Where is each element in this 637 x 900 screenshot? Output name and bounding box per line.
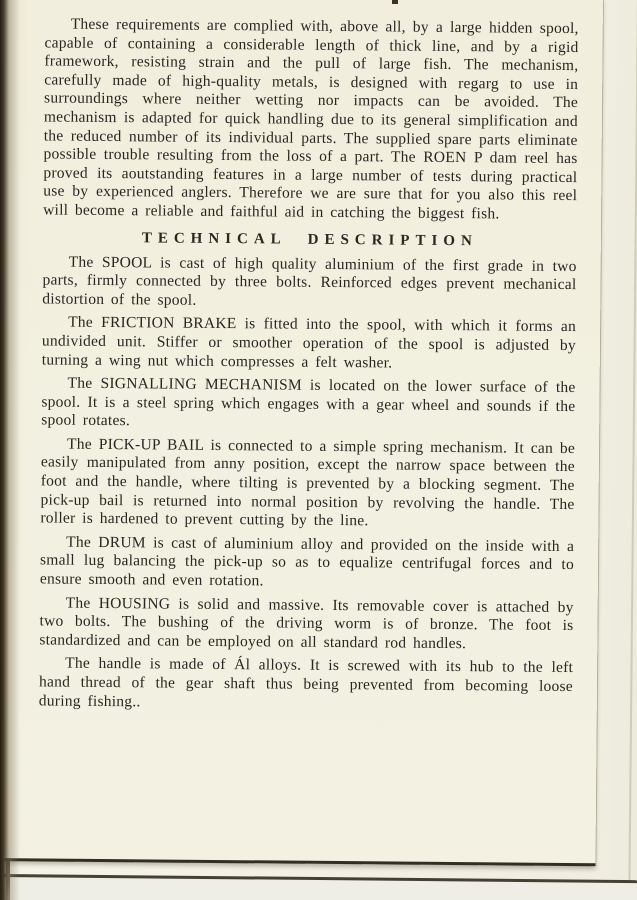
paragraph-signalling-mechanism: The SIGNALLING MECHANISM is located on the lower surface of the spool. It is a steel spring which engages with a gear wheel and sounds if the spool rotates. xyxy=(41,374,576,430)
paragraph-drum: The DRUM is cast of aluminium alloy and provided on the inside with a small lug balancing the pick-up so as to equalize centrifugal forces and to ensure smooth and even rotation. xyxy=(39,533,575,590)
intro-paragraph: These requirements are complied with, above all, by a large hidden spool, capable of containing a considerable length of thick line, and by a rigid framework, resisting strain and the pull of large fish. The mechanism, carefully made of high-quality metals, is designed with regarg to use in surroundings where neither wetting nor impacts can be avoided. The mechanism is adapted for quick handling due to its general simplification and the reduced number of its individual parts. The supplied spare parts eliminate possible trouble resulting from the loss of a part. The ROEN P dam reel has proved its aoutstanding features in a large number of tests during practical use by experienced anglers. Therefore we are sure that for you also this reel will become a reliable and faithful aid in catching the biggest fish. xyxy=(43,15,579,223)
paragraph-pick-up-bail: The PICK-UP BAIL is connected to a simple spring mechanism. It can be easily manipulated from anny position, except the narrow space between the foot and the handle, where tilting is prevented by a blocking segment. The pick-up bail is returned into normal position by revolving the handle. The roller is hardened to prevent cutting by the line. xyxy=(40,435,576,530)
page-text-column xyxy=(39,15,579,720)
paragraph-housing: The HOUSING is solid and massive. Its removable cover is attached by two bolts. The bushing of the driving worm is of bronze. The foot is standardized and can be employed on all standard rod handles. xyxy=(39,594,574,652)
paragraph-handle: The handle is made of Ál alloys. It is screwed with its hub to the left hand thread of the gear shaft thus being prevented from becoming loose during fishing.. xyxy=(38,655,574,710)
paragraph-friction-brake: The FRICTION BRAKE is fitted into the spool, with which it forms an undivided unit. Stiffer or smoother operation of the spool is adjusted by turning a wing nut which compresses a felt washer. xyxy=(41,313,577,371)
paragraph-spool: The SPOOL is cast of high quality aluminium of the first grade in two parts, firmly connected by three bolts. Reinforced edges prevent mechanical distortion of the spool. xyxy=(42,253,577,309)
section-heading: TECHNICAL DESCRIPTION xyxy=(141,229,478,249)
scan-artifact-mark xyxy=(392,0,398,4)
